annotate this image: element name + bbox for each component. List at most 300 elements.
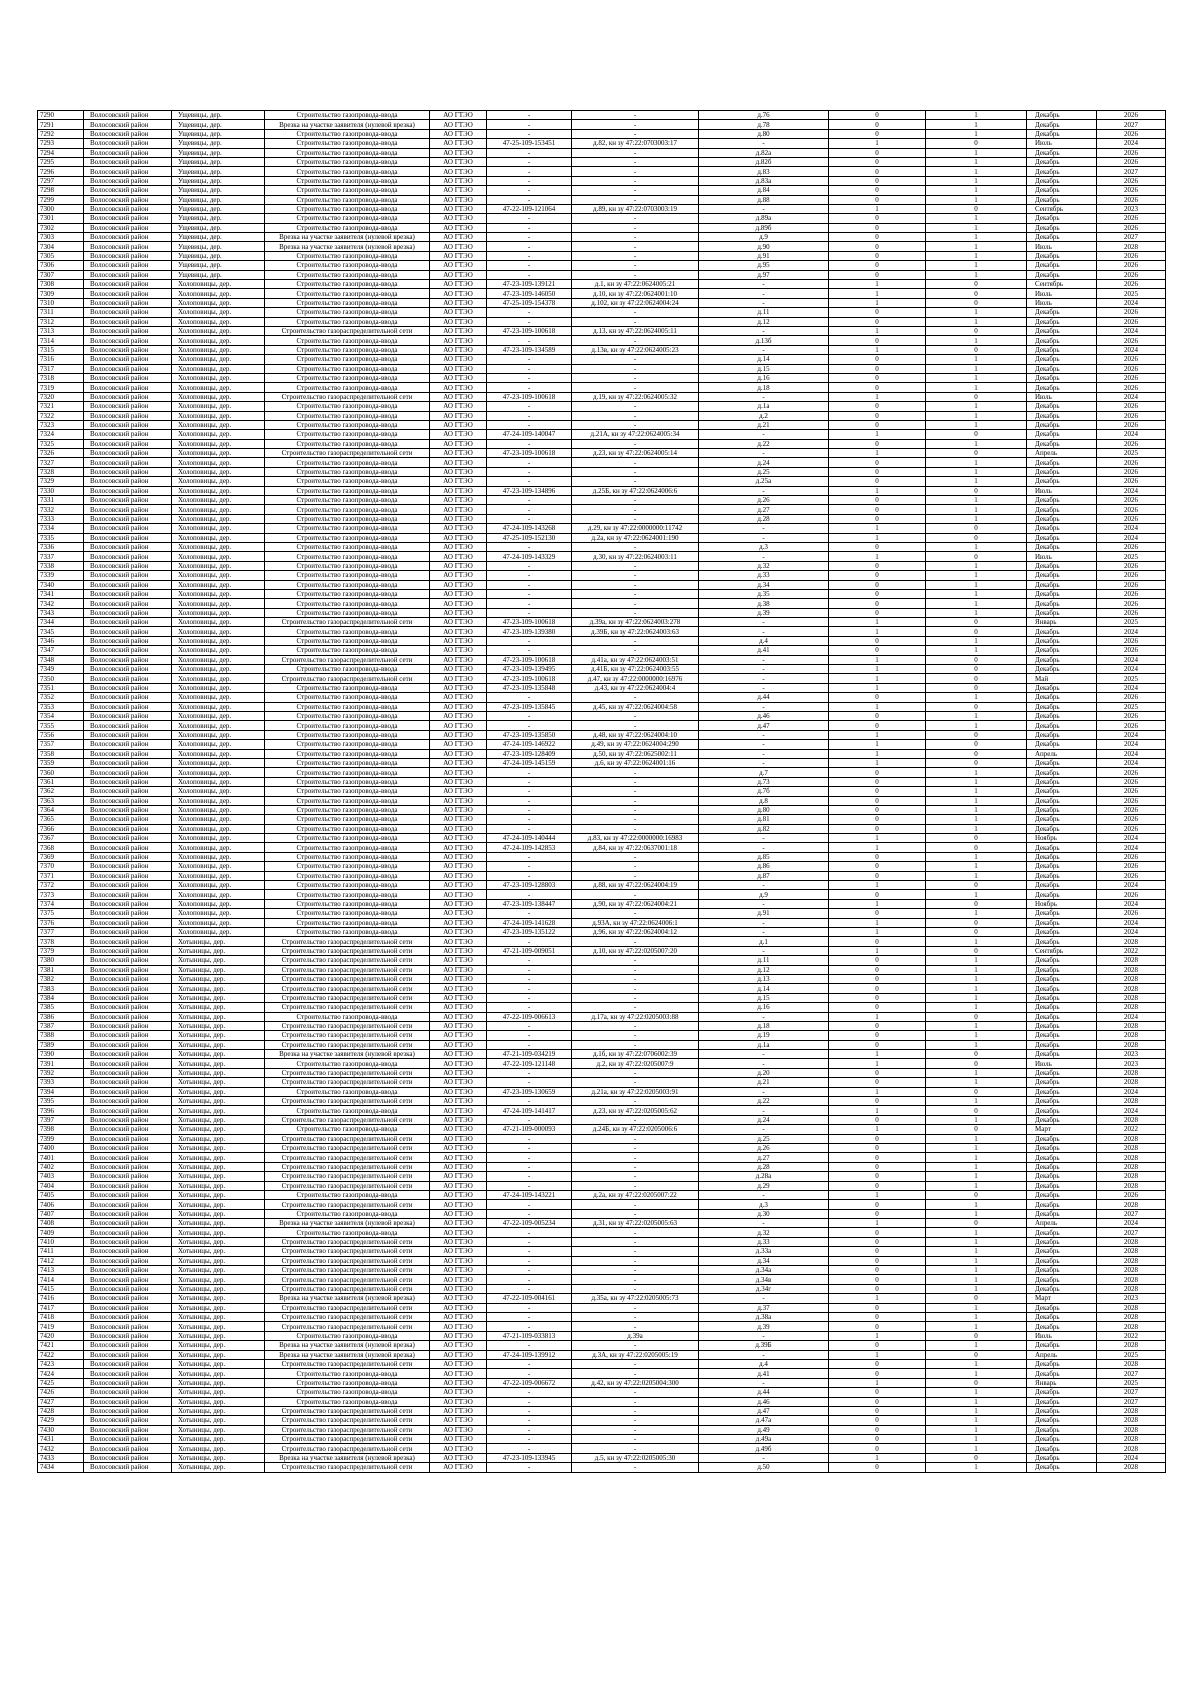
table-row [38,805,1166,814]
cell-address-cadastral: д.41Б, кн зу 47:22:0624003:55 [572,665,699,674]
table-row [38,1453,1166,1462]
cell-work-type: Строительство газопровода-ввода [265,204,430,213]
cell-house-number: д.49а [699,1435,829,1444]
cell-settlement: Хотыницы, дер. [172,1068,265,1077]
cell-month: Декабрь [1027,918,1097,927]
cell-house-number: д.34г [699,1284,829,1293]
cell-row-number: 7314 [38,336,84,345]
cell-year: 2024 [1097,749,1166,758]
cell-district: Волосовский район [84,1294,172,1303]
cell-settlement: Холоповицы, дер. [172,298,265,307]
cell-year: 2026 [1097,496,1166,505]
cell-flag-b: 1 [926,261,1027,270]
cell-organization: АО ГТЭО [430,796,487,805]
cell-application-number: - [487,956,572,965]
cell-work-type: Строительство газораспределительной сети [265,1068,430,1077]
table-row [38,1463,1166,1472]
cell-settlement: Холоповицы, дер. [172,533,265,542]
cell-application-number: 47-22-109-006672 [487,1378,572,1387]
cell-flag-a: 0 [829,1115,926,1124]
cell-work-type: Строительство газораспределительной сети [265,1031,430,1040]
cell-flag-b: 1 [926,599,1027,608]
cell-month: Декабрь [1027,599,1097,608]
cell-flag-a: 0 [829,580,926,589]
cell-application-number: - [487,355,572,364]
cell-work-type: Строительство газораспределительной сети [265,449,430,458]
cell-address-cadastral: - [572,646,699,655]
cell-flag-a: 0 [829,411,926,420]
cell-district: Волосовский район [84,1068,172,1077]
cell-application-number: 47-23-109-139380 [487,627,572,636]
cell-district: Волосовский район [84,270,172,279]
cell-flag-a: 0 [829,1463,926,1472]
cell-month: Декабрь [1027,186,1097,195]
cell-district: Волосовский район [84,204,172,213]
cell-work-type: Строительство газопровода-ввода [265,1388,430,1397]
cell-flag-a: 0 [829,270,926,279]
cell-address-cadastral: - [572,1425,699,1434]
cell-address-cadastral: - [572,1021,699,1030]
cell-year: 2026 [1097,589,1166,598]
cell-work-type: Строительство газораспределительной сети [265,655,430,664]
cell-house-number: д.19 [699,1031,829,1040]
table-row [38,186,1166,195]
cell-work-type: Строительство газопровода-ввода [265,542,430,551]
cell-house-number: д.90 [699,242,829,251]
table-row [38,496,1166,505]
cell-address-cadastral: - [572,768,699,777]
cell-application-number: - [487,477,572,486]
cell-application-number: - [487,824,572,833]
cell-work-type: Строительство газопровода-ввода [265,881,430,890]
cell-district: Волосовский район [84,1435,172,1444]
cell-month: Декабрь [1027,167,1097,176]
cell-address-cadastral: д.23, кн зу 47:22:0624005:14 [572,449,699,458]
cell-application-number: - [487,195,572,204]
cell-year: 2026 [1097,636,1166,645]
cell-year: 2024 [1097,1012,1166,1021]
cell-district: Волосовский район [84,721,172,730]
cell-district: Волосовский район [84,1040,172,1049]
cell-work-type: Строительство газопровода-ввода [265,1331,430,1340]
cell-month: Декабрь [1027,129,1097,138]
cell-row-number: 7365 [38,815,84,824]
table-row [38,270,1166,279]
cell-row-number: 7425 [38,1378,84,1387]
cell-flag-b: 0 [926,486,1027,495]
cell-flag-a: 0 [829,111,926,120]
cell-row-number: 7348 [38,655,84,664]
cell-flag-b: 0 [926,204,1027,213]
cell-settlement: Холоповицы, дер. [172,280,265,289]
cell-organization: АО ГТЭО [430,627,487,636]
cell-house-number: д.11 [699,956,829,965]
cell-settlement: Холоповицы, дер. [172,580,265,589]
cell-district: Волосовский район [84,618,172,627]
cell-flag-a: 0 [829,1209,926,1218]
cell-district: Волосовский район [84,242,172,251]
table-row [38,439,1166,448]
cell-row-number: 7387 [38,1021,84,1030]
cell-district: Волосовский район [84,815,172,824]
cell-district: Волосовский район [84,899,172,908]
cell-flag-b: 0 [926,627,1027,636]
cell-organization: АО ГТЭО [430,298,487,307]
cell-house-number: д.24 [699,1115,829,1124]
cell-work-type: Строительство газопровода-ввода [265,871,430,880]
cell-year: 2026 [1097,815,1166,824]
cell-year: 2026 [1097,336,1166,345]
cell-settlement: Холоповицы, дер. [172,871,265,880]
cell-address-cadastral: д.13, кн зу 47:22:0624005:11 [572,326,699,335]
cell-month: Июль [1027,392,1097,401]
cell-settlement: Хотыницы, дер. [172,1416,265,1425]
cell-month: Декабрь [1027,805,1097,814]
cell-row-number: 7290 [38,111,84,120]
table-row [38,514,1166,523]
table-row [38,702,1166,711]
cell-organization: АО ГТЭО [430,392,487,401]
cell-month: Декабрь [1027,157,1097,166]
table-row [38,815,1166,824]
cell-address-cadastral: - [572,1068,699,1077]
cell-application-number: - [487,148,572,157]
cell-work-type: Строительство газопровода-ввода [265,458,430,467]
cell-month: Декабрь [1027,1003,1097,1012]
cell-organization: АО ГТЭО [430,881,487,890]
cell-flag-a: 0 [829,1078,926,1087]
cell-year: 2028 [1097,1444,1166,1453]
cell-flag-b: 1 [926,1444,1027,1453]
cell-flag-b: 1 [926,1097,1027,1106]
cell-year: 2026 [1097,439,1166,448]
table-row [38,139,1166,148]
cell-settlement: Холоповицы, дер. [172,317,265,326]
cell-organization: АО ГТЭО [430,1106,487,1115]
table-row [38,787,1166,796]
cell-settlement: Ущевицы, дер. [172,176,265,185]
cell-flag-a: 0 [829,402,926,411]
cell-flag-a: 0 [829,890,926,899]
cell-flag-a: 1 [829,881,926,890]
cell-house-number: д.18 [699,1021,829,1030]
cell-application-number: 47-25-109-152130 [487,533,572,542]
cell-settlement: Ущевицы, дер. [172,242,265,251]
cell-district: Волосовский район [84,139,172,148]
cell-flag-b: 1 [926,420,1027,429]
cell-address-cadastral: д.17а, кн зу 47:22:0205003:88 [572,1012,699,1021]
cell-row-number: 7319 [38,383,84,392]
cell-organization: АО ГТЭО [430,505,487,514]
cell-district: Волосовский район [84,1190,172,1199]
cell-month: Ноябрь [1027,834,1097,843]
cell-organization: АО ГТЭО [430,1190,487,1199]
cell-application-number: 47-21-109-000093 [487,1125,572,1134]
cell-address-cadastral: - [572,383,699,392]
cell-work-type: Строительство газопровода-ввода [265,646,430,655]
cell-year: 2025 [1097,289,1166,298]
cell-month: Январь [1027,1378,1097,1387]
cell-application-number: - [487,1209,572,1218]
cell-address-cadastral: д.93А, кн зу 47:22:0624006:1 [572,918,699,927]
cell-application-number: 47-23-109-128803 [487,881,572,890]
cell-year: 2024 [1097,740,1166,749]
cell-month: Декабрь [1027,740,1097,749]
cell-flag-b: 1 [926,580,1027,589]
cell-work-type: Строительство газопровода-ввода [265,486,430,495]
cell-flag-b: 0 [926,843,1027,852]
cell-settlement: Холоповицы, дер. [172,824,265,833]
cell-flag-a: 0 [829,1200,926,1209]
cell-row-number: 7336 [38,542,84,551]
cell-application-number: - [487,120,572,129]
cell-settlement: Хотыницы, дер. [172,1425,265,1434]
table-row [38,589,1166,598]
cell-house-number: д.87 [699,871,829,880]
table-row [38,899,1166,908]
cell-house-number: - [699,918,829,927]
cell-district: Волосовский район [84,1143,172,1152]
cell-organization: АО ГТЭО [430,1444,487,1453]
cell-settlement: Холоповицы, дер. [172,618,265,627]
table-row [38,1425,1166,1434]
cell-address-cadastral: - [572,148,699,157]
cell-year: 2024 [1097,730,1166,739]
cell-organization: АО ГТЭО [430,1068,487,1077]
table-row [38,223,1166,232]
cell-organization: АО ГТЭО [430,730,487,739]
cell-district: Волосовский район [84,1350,172,1359]
cell-settlement: Хотыницы, дер. [172,1435,265,1444]
cell-address-cadastral: - [572,1397,699,1406]
cell-organization: АО ГТЭО [430,148,487,157]
cell-year: 2028 [1097,1134,1166,1143]
cell-row-number: 7410 [38,1237,84,1246]
cell-year: 2026 [1097,373,1166,382]
cell-settlement: Холоповицы, дер. [172,768,265,777]
cell-settlement: Ущевицы, дер. [172,214,265,223]
cell-address-cadastral: - [572,777,699,786]
cell-month: Декабрь [1027,542,1097,551]
cell-flag-a: 0 [829,1237,926,1246]
cell-house-number: - [699,618,829,627]
table-row [38,834,1166,843]
cell-address-cadastral: - [572,157,699,166]
cell-settlement: Хотыницы, дер. [172,1012,265,1021]
cell-settlement: Холоповицы, дер. [172,589,265,598]
cell-organization: АО ГТЭО [430,1059,487,1068]
cell-house-number: д.3 [699,542,829,551]
cell-month: Декабрь [1027,1388,1097,1397]
cell-flag-b: 1 [926,984,1027,993]
cell-month: Декабрь [1027,223,1097,232]
cell-flag-b: 1 [926,768,1027,777]
table-row [38,599,1166,608]
cell-address-cadastral: - [572,956,699,965]
cell-settlement: Холоповицы, дер. [172,702,265,711]
cell-year: 2028 [1097,1313,1166,1322]
cell-year: 2022 [1097,1125,1166,1134]
cell-organization: АО ГТЭО [430,993,487,1002]
cell-work-type: Строительство газопровода-ввода [265,186,430,195]
cell-application-number: - [487,1416,572,1425]
cell-flag-a: 1 [829,280,926,289]
cell-year: 2028 [1097,1463,1166,1472]
cell-row-number: 7332 [38,505,84,514]
cell-year: 2028 [1097,1359,1166,1368]
cell-address-cadastral: - [572,1313,699,1322]
cell-organization: АО ГТЭО [430,1453,487,1462]
cell-row-number: 7291 [38,120,84,129]
cell-flag-b: 1 [926,1134,1027,1143]
cell-address-cadastral: - [572,1078,699,1087]
cell-flag-a: 1 [829,674,926,683]
cell-district: Волосовский район [84,1388,172,1397]
cell-year: 2026 [1097,571,1166,580]
cell-flag-b: 1 [926,965,1027,974]
cell-address-cadastral: - [572,167,699,176]
cell-flag-b: 0 [926,730,1027,739]
cell-year: 2025 [1097,552,1166,561]
cell-application-number: - [487,1181,572,1190]
cell-house-number: д.47 [699,1406,829,1415]
cell-district: Волосовский район [84,674,172,683]
cell-month: Декабрь [1027,702,1097,711]
cell-application-number: 47-24-109-142853 [487,843,572,852]
cell-application-number: - [487,1444,572,1453]
cell-row-number: 7385 [38,1003,84,1012]
cell-flag-b: 1 [926,364,1027,373]
cell-flag-b: 1 [926,636,1027,645]
cell-settlement: Холоповицы, дер. [172,524,265,533]
cell-row-number: 7426 [38,1388,84,1397]
table-row [38,1200,1166,1209]
cell-district: Волосовский район [84,777,172,786]
table-row [38,974,1166,983]
cell-house-number: д.38 [699,599,829,608]
cell-organization: АО ГТЭО [430,496,487,505]
cell-organization: АО ГТЭО [430,542,487,551]
cell-organization: АО ГТЭО [430,195,487,204]
cell-flag-a: 0 [829,1388,926,1397]
cell-settlement: Хотыницы, дер. [172,1378,265,1387]
cell-flag-a: 0 [829,712,926,721]
cell-house-number: - [699,1331,829,1340]
cell-district: Волосовский район [84,974,172,983]
cell-work-type: Строительство газопровода-ввода [265,496,430,505]
cell-organization: АО ГТЭО [430,758,487,767]
cell-settlement: Ущевицы, дер. [172,186,265,195]
cell-row-number: 7343 [38,608,84,617]
cell-flag-a: 0 [829,214,926,223]
cell-settlement: Холоповицы, дер. [172,486,265,495]
cell-application-number: - [487,1237,572,1246]
cell-work-type: Строительство газопровода-ввода [265,909,430,918]
cell-district: Волосовский район [84,740,172,749]
table-row [38,524,1166,533]
cell-settlement: Холоповицы, дер. [172,608,265,617]
cell-district: Волосовский район [84,1425,172,1434]
cell-settlement: Холоповицы, дер. [172,749,265,758]
cell-settlement: Хотыницы, дер. [172,1153,265,1162]
cell-house-number: д.91 [699,251,829,260]
cell-organization: АО ГТЭО [430,843,487,852]
cell-year: 2026 [1097,148,1166,157]
cell-work-type: Строительство газораспределительной сети [265,1003,430,1012]
cell-organization: АО ГТЭО [430,120,487,129]
cell-settlement: Хотыницы, дер. [172,1397,265,1406]
cell-flag-b: 1 [926,308,1027,317]
cell-address-cadastral: - [572,1031,699,1040]
cell-flag-b: 1 [926,909,1027,918]
cell-organization: АО ГТЭО [430,871,487,880]
cell-work-type: Строительство газопровода-ввода [265,214,430,223]
cell-address-cadastral: д.6, кн зу 47:22:0624001:16 [572,758,699,767]
cell-row-number: 7418 [38,1313,84,1322]
cell-flag-b: 1 [926,1425,1027,1434]
cell-application-number: - [487,712,572,721]
cell-settlement: Хотыницы, дер. [172,1294,265,1303]
cell-row-number: 7388 [38,1031,84,1040]
cell-application-number: - [487,1115,572,1124]
cell-district: Волосовский район [84,514,172,523]
table-row [38,373,1166,382]
cell-flag-b: 0 [926,740,1027,749]
table-row [38,449,1166,458]
cell-flag-a: 1 [829,486,926,495]
cell-application-number: 47-23-109-134589 [487,345,572,354]
cell-row-number: 7419 [38,1322,84,1331]
cell-house-number: - [699,139,829,148]
cell-year: 2024 [1097,430,1166,439]
cell-year: 2026 [1097,693,1166,702]
cell-address-cadastral: - [572,176,699,185]
cell-district: Волосовский район [84,261,172,270]
cell-organization: АО ГТЭО [430,1200,487,1209]
cell-work-type: Строительство газопровода-ввода [265,768,430,777]
cell-house-number: д.81 [699,815,829,824]
cell-flag-b: 1 [926,1162,1027,1171]
table-row [38,204,1166,213]
cell-flag-b: 1 [926,167,1027,176]
cell-address-cadastral: - [572,251,699,260]
cell-organization: АО ГТЭО [430,1228,487,1237]
cell-month: Декабрь [1027,665,1097,674]
cell-settlement: Холоповицы, дер. [172,843,265,852]
cell-application-number: - [487,777,572,786]
cell-flag-a: 0 [829,364,926,373]
cell-district: Волосовский район [84,1162,172,1171]
cell-work-type: Строительство газопровода-ввода [265,599,430,608]
cell-flag-a: 1 [829,1106,926,1115]
cell-house-number: д.44 [699,693,829,702]
cell-row-number: 7341 [38,589,84,598]
cell-district: Волосовский район [84,148,172,157]
cell-row-number: 7371 [38,871,84,880]
cell-district: Волосовский район [84,1153,172,1162]
cell-house-number: - [699,843,829,852]
cell-month: Декабрь [1027,176,1097,185]
cell-flag-b: 0 [926,1219,1027,1228]
cell-address-cadastral: д.96, кн зу 47:22:0624004:12 [572,927,699,936]
cell-address-cadastral: - [572,186,699,195]
cell-month: Декабрь [1027,768,1097,777]
cell-month: Декабрь [1027,881,1097,890]
cell-settlement: Хотыницы, дер. [172,1219,265,1228]
cell-district: Волосовский район [84,1444,172,1453]
cell-flag-b: 1 [926,1341,1027,1350]
cell-flag-a: 0 [829,787,926,796]
